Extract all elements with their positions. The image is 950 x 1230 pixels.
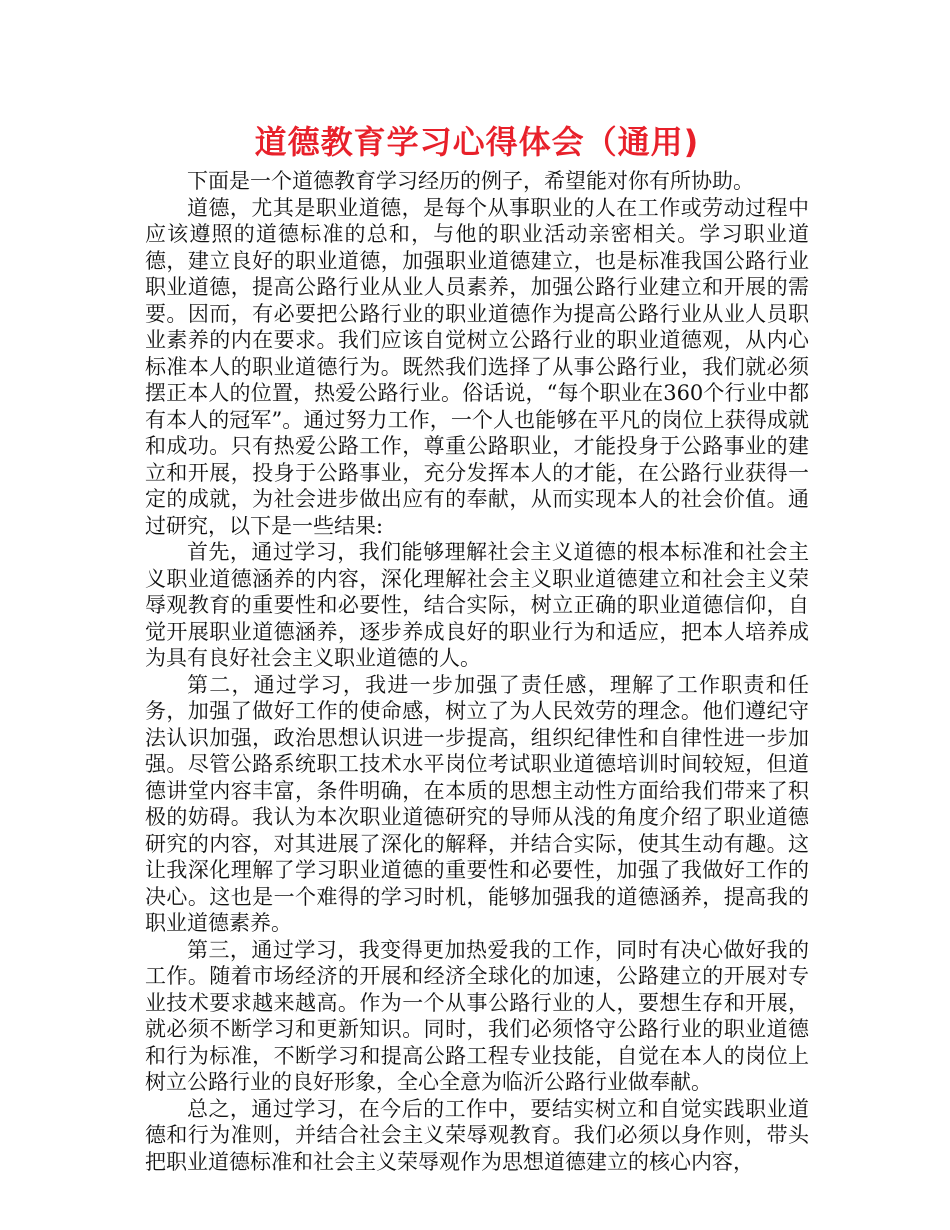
- paragraph-intro: 下面是一个道德教育学习经历的例子，希望能对你有所协助。: [187, 169, 754, 193]
- document-page: [145, 120, 809, 1175]
- document-body: [145, 168, 809, 1175]
- document-title: 道德教育学习心得体会（通用): [254, 123, 700, 161]
- paragraph-first-point: 首先，通过学习，我们能够理解社会主义道德的根本标准和社会主义职业道德涵养的内容，深化理解社会主义职业道德建立和社会主义荣辱观教育的重要性和必要性，结合实际，树立正确的职业道德信仰，自觉开展职业道德涵养，逐步养成良好的职业行为和适应，把本人培养成为具有良好社会主义职业道德的人。: [145, 540, 809, 670]
- paragraph-conclusion: 总之，通过学习，在今后的工作中，要结实树立和自觉实践职业道德和行为准则，并结合社会主义荣辱观教育。我们必须以身作则，带头把职业道德标准和社会主义荣辱观作为思想道德建立的核心内容，: [145, 1096, 809, 1174]
- paragraph-third-point: 第三，通过学习，我变得更加热爱我的工作，同时有决心做好我的工作。随着市场经济的开展和经济全球化的加速，公路建立的开展对专业技术要求越来越高。作为一个从事公路行业的人，要想生存和开展，就必须不断学习和更新知识。同时，我们必须恪守公路行业的职业道德和行为标准，不断学习和提高公路工程专业技能，自觉在本人的岗位上树立公路行业的良好形象，全心全意为临沂公路行业做奉献。: [145, 937, 809, 1094]
- paragraph-second-point: 第二，通过学习，我进一步加强了责任感，理解了工作职责和任务，加强了做好工作的使命感，树立了为人民效劳的理念。他们遵纪守法认识加强，政治思想认识进一步提高，组织纪律性和自律性进一步加强。尽管公路系统职工技术水平岗位考试职业道德培训时间较短，但道德讲堂内容丰富，条件明确，在本质的思想主动性方面给我们带来了积极的妨碍。我认为本次职业道德研究的导师从浅的角度介绍了职业道德研究的内容，对其进展了深化的解释，并结合实际，使其生动有趣。这让我深化理解了学习职业道德的重要性和必要性，加强了我做好工作的决心。这也是一个难得的学习时机，能够加强我的道德涵养，提高我的职业道德素养。: [145, 672, 809, 935]
- paragraph-professional-ethics: 道德，尤其是职业道德，是每个从事职业的人在工作或劳动过程中应该遵照的道德标准的总和，与他的职业活动亲密相关。学习职业道德，建立良好的职业道德，加强职业道德建立，也是标准我国公路行业职业道德，提高公路行业从业人员素养，加强公路行业建立和开展的需要。因而，有必要把公路行业的职业道德作为提高公路行业从业人员职业素养的内在要求。我们应该自觉树立公路行业的职业道德观，从内心标准本人的职业道德行为。既然我们选择了从事公路行业，我们就必须摆正本人的位置，热爱公路行业。俗话说，“每个职业在360个行业中都有本人的冠军”。通过努力工作，一个人也能够在平凡的岗位上获得成就和成功。只有热爱公路工作，尊重公路职业，才能投身于公路事业的建立和开展，投身于公路事业，充分发挥本人的才能，在公路行业获得一定的成就，为社会进步做出应有的奉献，从而实现本人的社会价值。通过研究，以下是一些结果:: [145, 195, 809, 538]
